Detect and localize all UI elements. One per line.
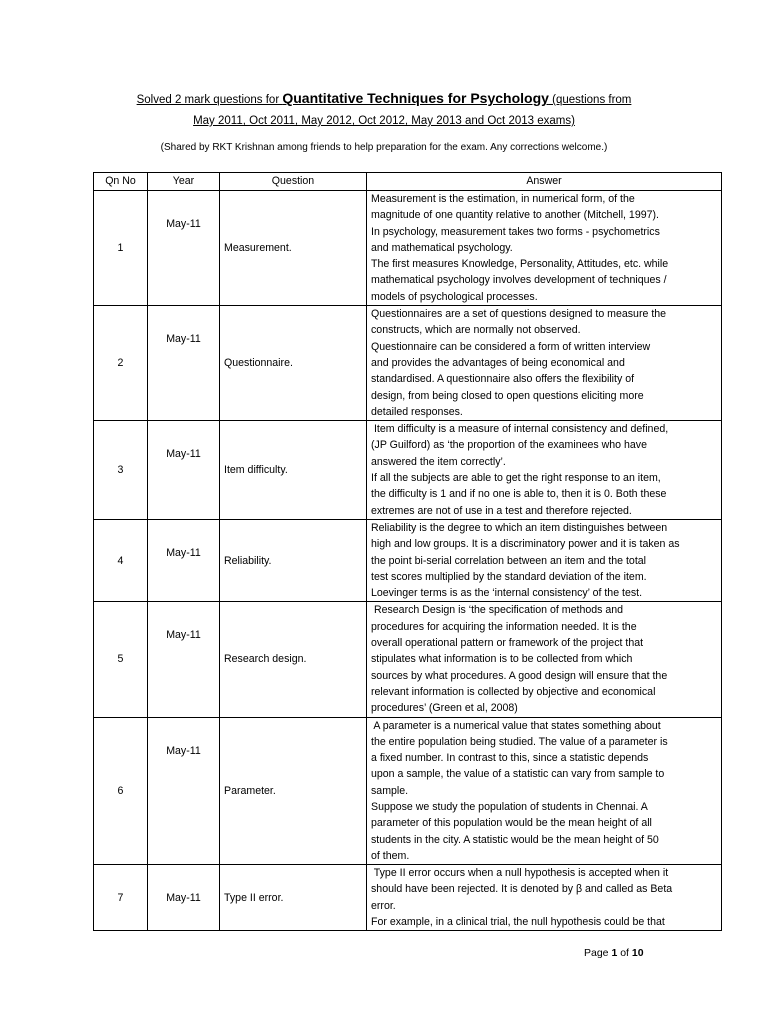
answer-line: models of psychological processes. (371, 290, 538, 303)
row-question: Measurement. (220, 191, 367, 306)
header-year: Year (148, 173, 220, 191)
answer-line: Type II error occurs when a null hypothesis is accepted when it (371, 867, 669, 880)
answer-line: mathematical psychology involves development of techniques / (371, 274, 667, 287)
qa-table (93, 172, 722, 931)
title-subject: Quantitative Techniques for Psychology (282, 90, 549, 106)
row-qn-no: 5 (94, 602, 148, 717)
answer-line: Suppose we study the population of students in Chennai. A (371, 800, 648, 813)
row-year (148, 865, 220, 931)
answer-line: answered the item correctly’. (371, 455, 506, 468)
answer-line: design, from being closed to open questions eliciting more (371, 389, 644, 402)
answer-line: and mathematical psychology. (371, 241, 513, 254)
of-word: of (617, 947, 632, 959)
header-question: Question (220, 173, 367, 191)
row-year-value: May-11 (166, 629, 201, 642)
row-answer (367, 519, 722, 601)
row-answer (367, 421, 722, 520)
answer-line: Item difficulty is a measure of internal consistency and defined, (371, 423, 669, 436)
shared-note: (Shared by RKT Krishnan among friends to help preparation for the exam. Any corrections welcome.) (160, 142, 608, 153)
page-total: 10 (631, 947, 644, 959)
title-suffix: (questions from (548, 94, 632, 106)
answer-line: Questionnaires are a set of questions designed to measure the (371, 308, 667, 321)
answer-line: should have been rejected. It is denoted by β and called as Beta (371, 883, 673, 896)
answer-line: a fixed number. In contrast to this, since a statistic depends (371, 752, 649, 765)
table-row (94, 421, 722, 520)
row-question: Research design. (220, 602, 367, 717)
answer-line: detailed responses. (371, 405, 463, 418)
answer-line: procedures’ (Green et al, 2008) (371, 702, 518, 715)
row-answer (367, 306, 722, 421)
answer-line: of them. (371, 849, 410, 862)
table-header-row (94, 173, 722, 191)
answer-line: constructs, which are normally not observed. (371, 324, 581, 337)
answer-line: overall operational pattern or framework of the project that (371, 637, 644, 650)
answer-line: stipulates what information is to be collected from which (371, 653, 633, 666)
answer-line: high and low groups. It is a discriminatory power and it is taken as (371, 538, 680, 551)
page-footer (584, 947, 644, 959)
table-row (94, 191, 722, 306)
header-answer: Answer (367, 173, 722, 191)
page-word: Page (584, 947, 612, 959)
answer-line: relevant information is collected by objective and economical (371, 685, 656, 698)
answer-line: Research Design is ‘the specification of methods and (371, 604, 624, 617)
row-qn-no: 4 (94, 519, 148, 601)
row-question: Reliability. (220, 519, 367, 601)
answer-line: Reliability is the degree to which an item distinguishes between (371, 521, 668, 534)
document-title (0, 89, 768, 109)
row-year-value: May-11 (166, 744, 201, 757)
answer-line: For example, in a clinical trial, the null hypothesis could be that (371, 916, 665, 929)
answer-line: error. (371, 899, 396, 912)
row-year-value: May-11 (166, 546, 201, 559)
row-year-value: May-11 (166, 892, 201, 905)
row-year (148, 191, 220, 306)
answer-line: test scores multiplied by the standard deviation of the item. (371, 570, 647, 583)
row-qn-no: 7 (94, 865, 148, 931)
row-year-value: May-11 (166, 448, 201, 461)
answer-line: If all the subjects are able to get the right response to an item, (371, 472, 661, 485)
answer-line: standardised. A questionnaire also offers the flexibility of (371, 373, 635, 386)
row-question: Questionnaire. (220, 306, 367, 421)
answer-line: parameter of this population would be the mean height of all (371, 817, 652, 830)
row-question: Type II error. (220, 865, 367, 931)
row-year (148, 519, 220, 601)
row-qn-no: 3 (94, 421, 148, 520)
row-answer (367, 602, 722, 717)
row-question: Item difficulty. (220, 421, 367, 520)
row-year-value: May-11 (166, 218, 201, 230)
row-qn-no: 2 (94, 306, 148, 421)
row-answer (367, 191, 722, 306)
row-year (148, 306, 220, 421)
answer-line: the entire population being studied. The value of a parameter is (371, 735, 668, 748)
answer-line: upon a sample, the value of a statistic can vary from sample to (371, 768, 665, 781)
answer-line: the point bi-serial correlation between an item and the total (371, 554, 647, 567)
row-answer (367, 865, 722, 931)
answer-line: procedures for acquiring the information needed. It is the (371, 620, 637, 633)
answer-line: In psychology, measurement takes two forms - psychometrics (371, 225, 660, 238)
answer-line: extremes are not of use in a test and therefore rejected. (371, 504, 632, 517)
answer-line: (JP Guilford) as ‘the proportion of the examinees who have (371, 439, 647, 452)
table-row (94, 717, 722, 865)
page-number: 1 (611, 947, 618, 959)
table-row (94, 306, 722, 421)
row-year (148, 717, 220, 865)
row-question: Parameter. (220, 717, 367, 865)
header-qn-no: Qn No (94, 173, 148, 191)
title-prefix: Solved 2 mark questions for (136, 94, 283, 106)
row-year-value: May-11 (166, 333, 201, 346)
answer-line: The first measures Knowledge, Personality, Attitudes, etc. while (371, 258, 669, 271)
row-qn-no: 1 (94, 191, 148, 306)
answer-line: Questionnaire can be considered a form of written interview (371, 340, 651, 353)
row-year (148, 421, 220, 520)
answer-line: sample. (371, 784, 409, 797)
table-row (94, 602, 722, 717)
answer-line: sources by what procedures. A good design will ensure that the (371, 669, 668, 682)
answer-line: magnitude of one quantity relative to another (Mitchell, 1997). (371, 209, 659, 222)
answer-line: Loevinger terms is as the ‘internal consistency’ of the test. (371, 587, 643, 600)
row-qn-no: 6 (94, 717, 148, 865)
answer-line: the difficulty is 1 and if no one is able to, then it is 0. Both these (371, 488, 667, 501)
row-answer (367, 717, 722, 865)
exam-list: May 2011, Oct 2011, May 2012, Oct 2012, May 2013 and Oct 2013 exams) (193, 115, 575, 127)
row-year (148, 602, 220, 717)
answer-line: Measurement is the estimation, in numerical form, of the (371, 193, 635, 205)
answer-line: students in the city. A statistic would be the mean height of 50 (371, 833, 659, 846)
answer-line: and provides the advantages of being economical and (371, 356, 625, 369)
answer-line: A parameter is a numerical value that states something about (371, 719, 661, 732)
table-row (94, 519, 722, 601)
table-row (94, 865, 722, 931)
